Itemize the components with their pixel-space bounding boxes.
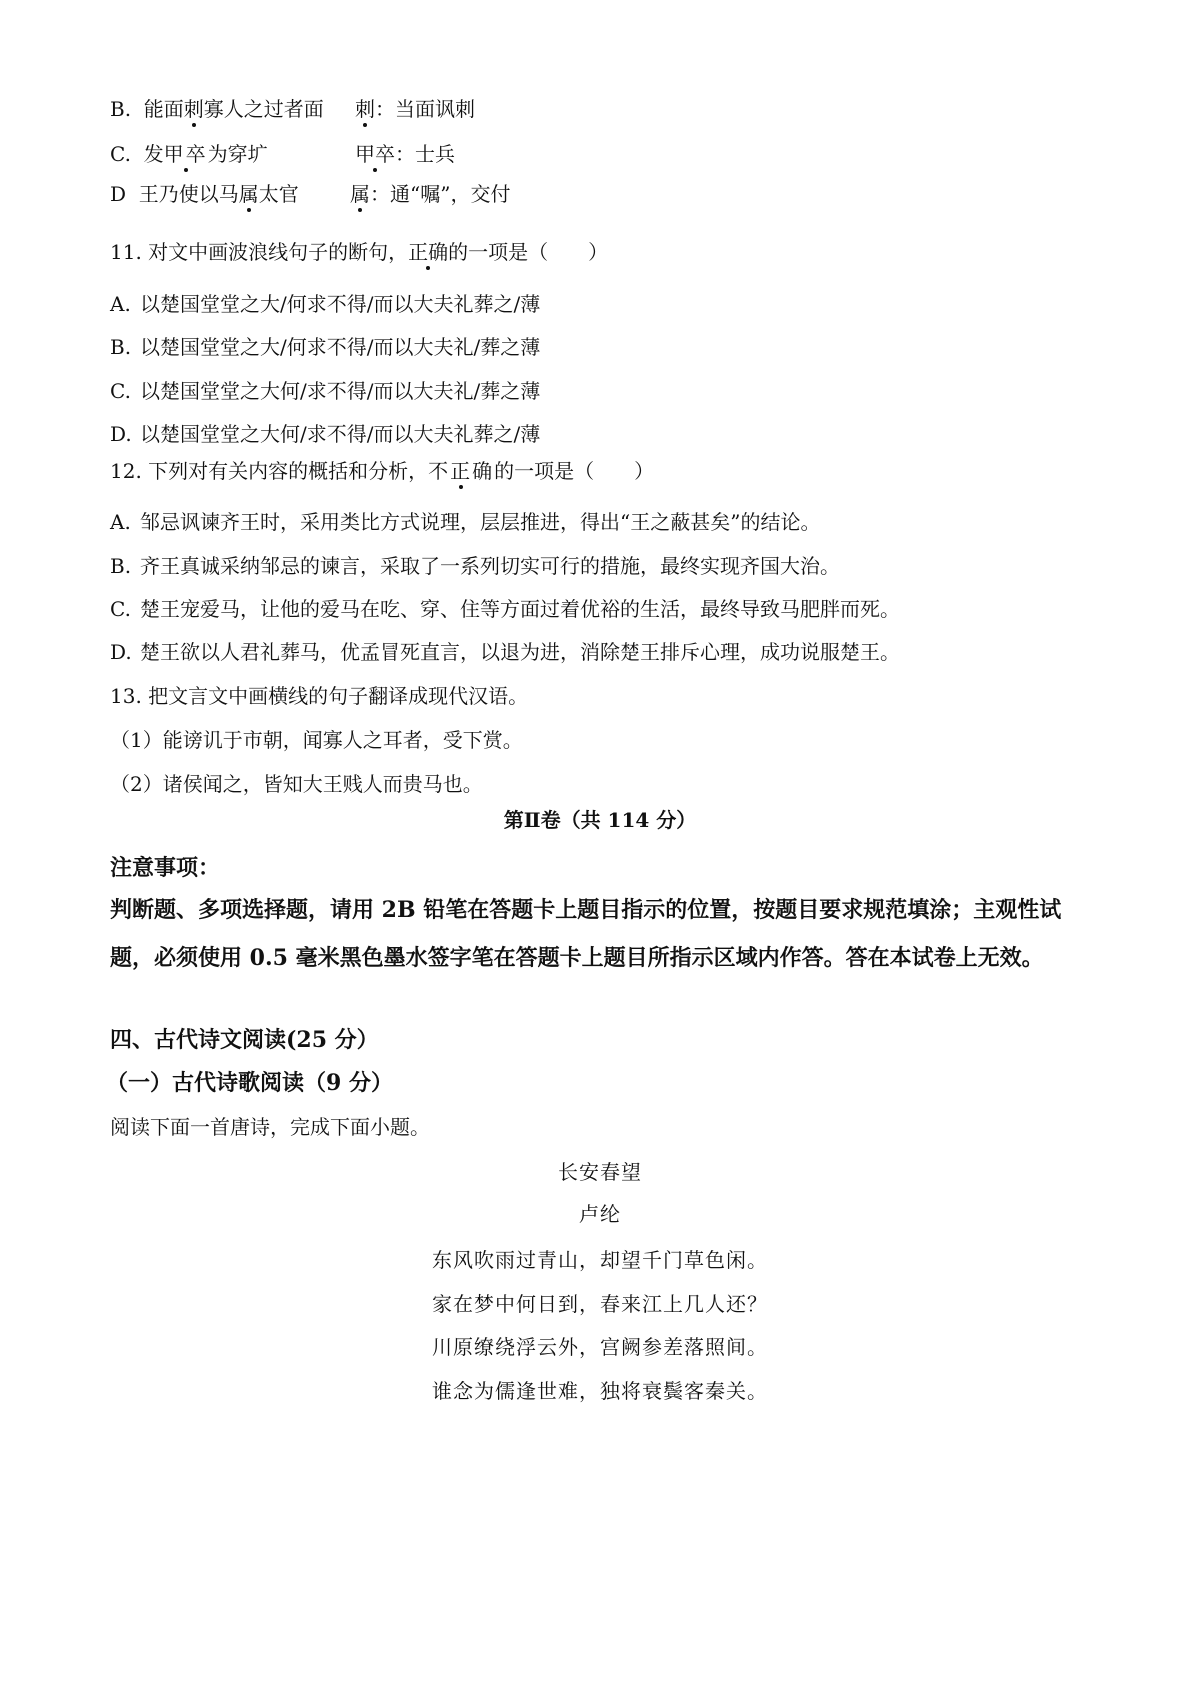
q12-stem: 12. 下列对有关内容的概括和分析，不正确的一项是（ ） xyxy=(110,459,655,483)
reading-instruction: 阅读下面一首唐诗，完成下面小题。 xyxy=(110,1115,430,1139)
poem-line-1: 东风吹雨过青山，却望千门草色闲。 xyxy=(432,1248,768,1272)
q10-gloss-c: 甲卒：士兵 xyxy=(355,142,455,166)
poem-line-3: 川原缭绕浮云外，宫阙参差落照间。 xyxy=(432,1335,768,1359)
q11-stem: 11. 对文中画波浪线句子的断句，正确的一项是（ ） xyxy=(110,240,609,264)
q10-option-b: B. 能面刺寡人之过者面 xyxy=(110,97,324,121)
q11-option-d: D. 以楚国堂堂之大何/求不得/而以大夫礼葬之/薄 xyxy=(110,422,541,446)
poem-line-2: 家在梦中何日到，春来江上几人还？ xyxy=(432,1292,768,1316)
section-title: 第Ⅱ卷（共 114 分） xyxy=(503,808,697,832)
q11-option-a: A. 以楚国堂堂之大/何求不得/而以大夫礼葬之/薄 xyxy=(110,292,541,316)
part-heading: 四、古代诗文阅读(25 分） xyxy=(110,1027,379,1053)
q10-option-d: D 王乃使以马属太官 xyxy=(110,182,299,206)
q12-option-a: A. 邹忌讽谏齐王时，采用类比方式说理，层层推进，得出“王之蔽甚矣”的结论。 xyxy=(110,510,821,534)
q10-gloss-d: 属：通“嘱”，交付 xyxy=(350,182,511,206)
q13-stem: 13. 把文言文中画横线的句子翻译成现代汉语。 xyxy=(110,684,529,708)
subsection-heading: （一）古代诗歌阅读（9 分） xyxy=(106,1070,393,1096)
q12-option-c: C. 楚王宠爱马，让他的爱马在吃、穿、住等方面过着优裕的生活，最终导致马肥胖而死。 xyxy=(110,597,900,621)
q12-option-d: D. 楚王欲以人君礼葬马，优孟冒死直言，以退为进，消除楚王排斥心理，成功说服楚王。 xyxy=(110,640,900,664)
poem-line-4: 谁念为儒逢世难，独将衰鬓客秦关。 xyxy=(432,1379,768,1403)
q11-option-c: C. 以楚国堂堂之大何/求不得/而以大夫礼/葬之薄 xyxy=(110,379,541,403)
poem-author: 卢纶 xyxy=(579,1202,621,1226)
notice-body: 判断题、多项选择题，请用 2B 铅笔在答题卡上题目指示的位置，按题目要求规范填涂；主观性试题，必须使用 0.5 毫米黑色墨水签字笔在答题卡上题目所指示区域内作答。答在本试卷上无效。 xyxy=(110,897,1062,971)
q11-option-b: B. 以楚国堂堂之大/何求不得/而以大夫礼/葬之薄 xyxy=(110,335,541,359)
q13-item-2: （2）诸侯闻之，皆知大王贱人而贵马也。 xyxy=(110,772,483,796)
q12-option-b: B. 齐王真诚采纳邹忌的谏言，采取了一系列切实可行的措施，最终实现齐国大治。 xyxy=(110,554,840,578)
notice-heading: 注意事项： xyxy=(110,855,221,881)
q10-option-c: C. 发甲卒为穿圹 xyxy=(110,142,268,166)
q13-item-1: （1）能谤讥于市朝，闻寡人之耳者，受下赏。 xyxy=(110,728,523,752)
poem-title: 长安春望 xyxy=(558,1160,642,1184)
q10-gloss-b: 刺：当面讽刺 xyxy=(355,97,475,121)
